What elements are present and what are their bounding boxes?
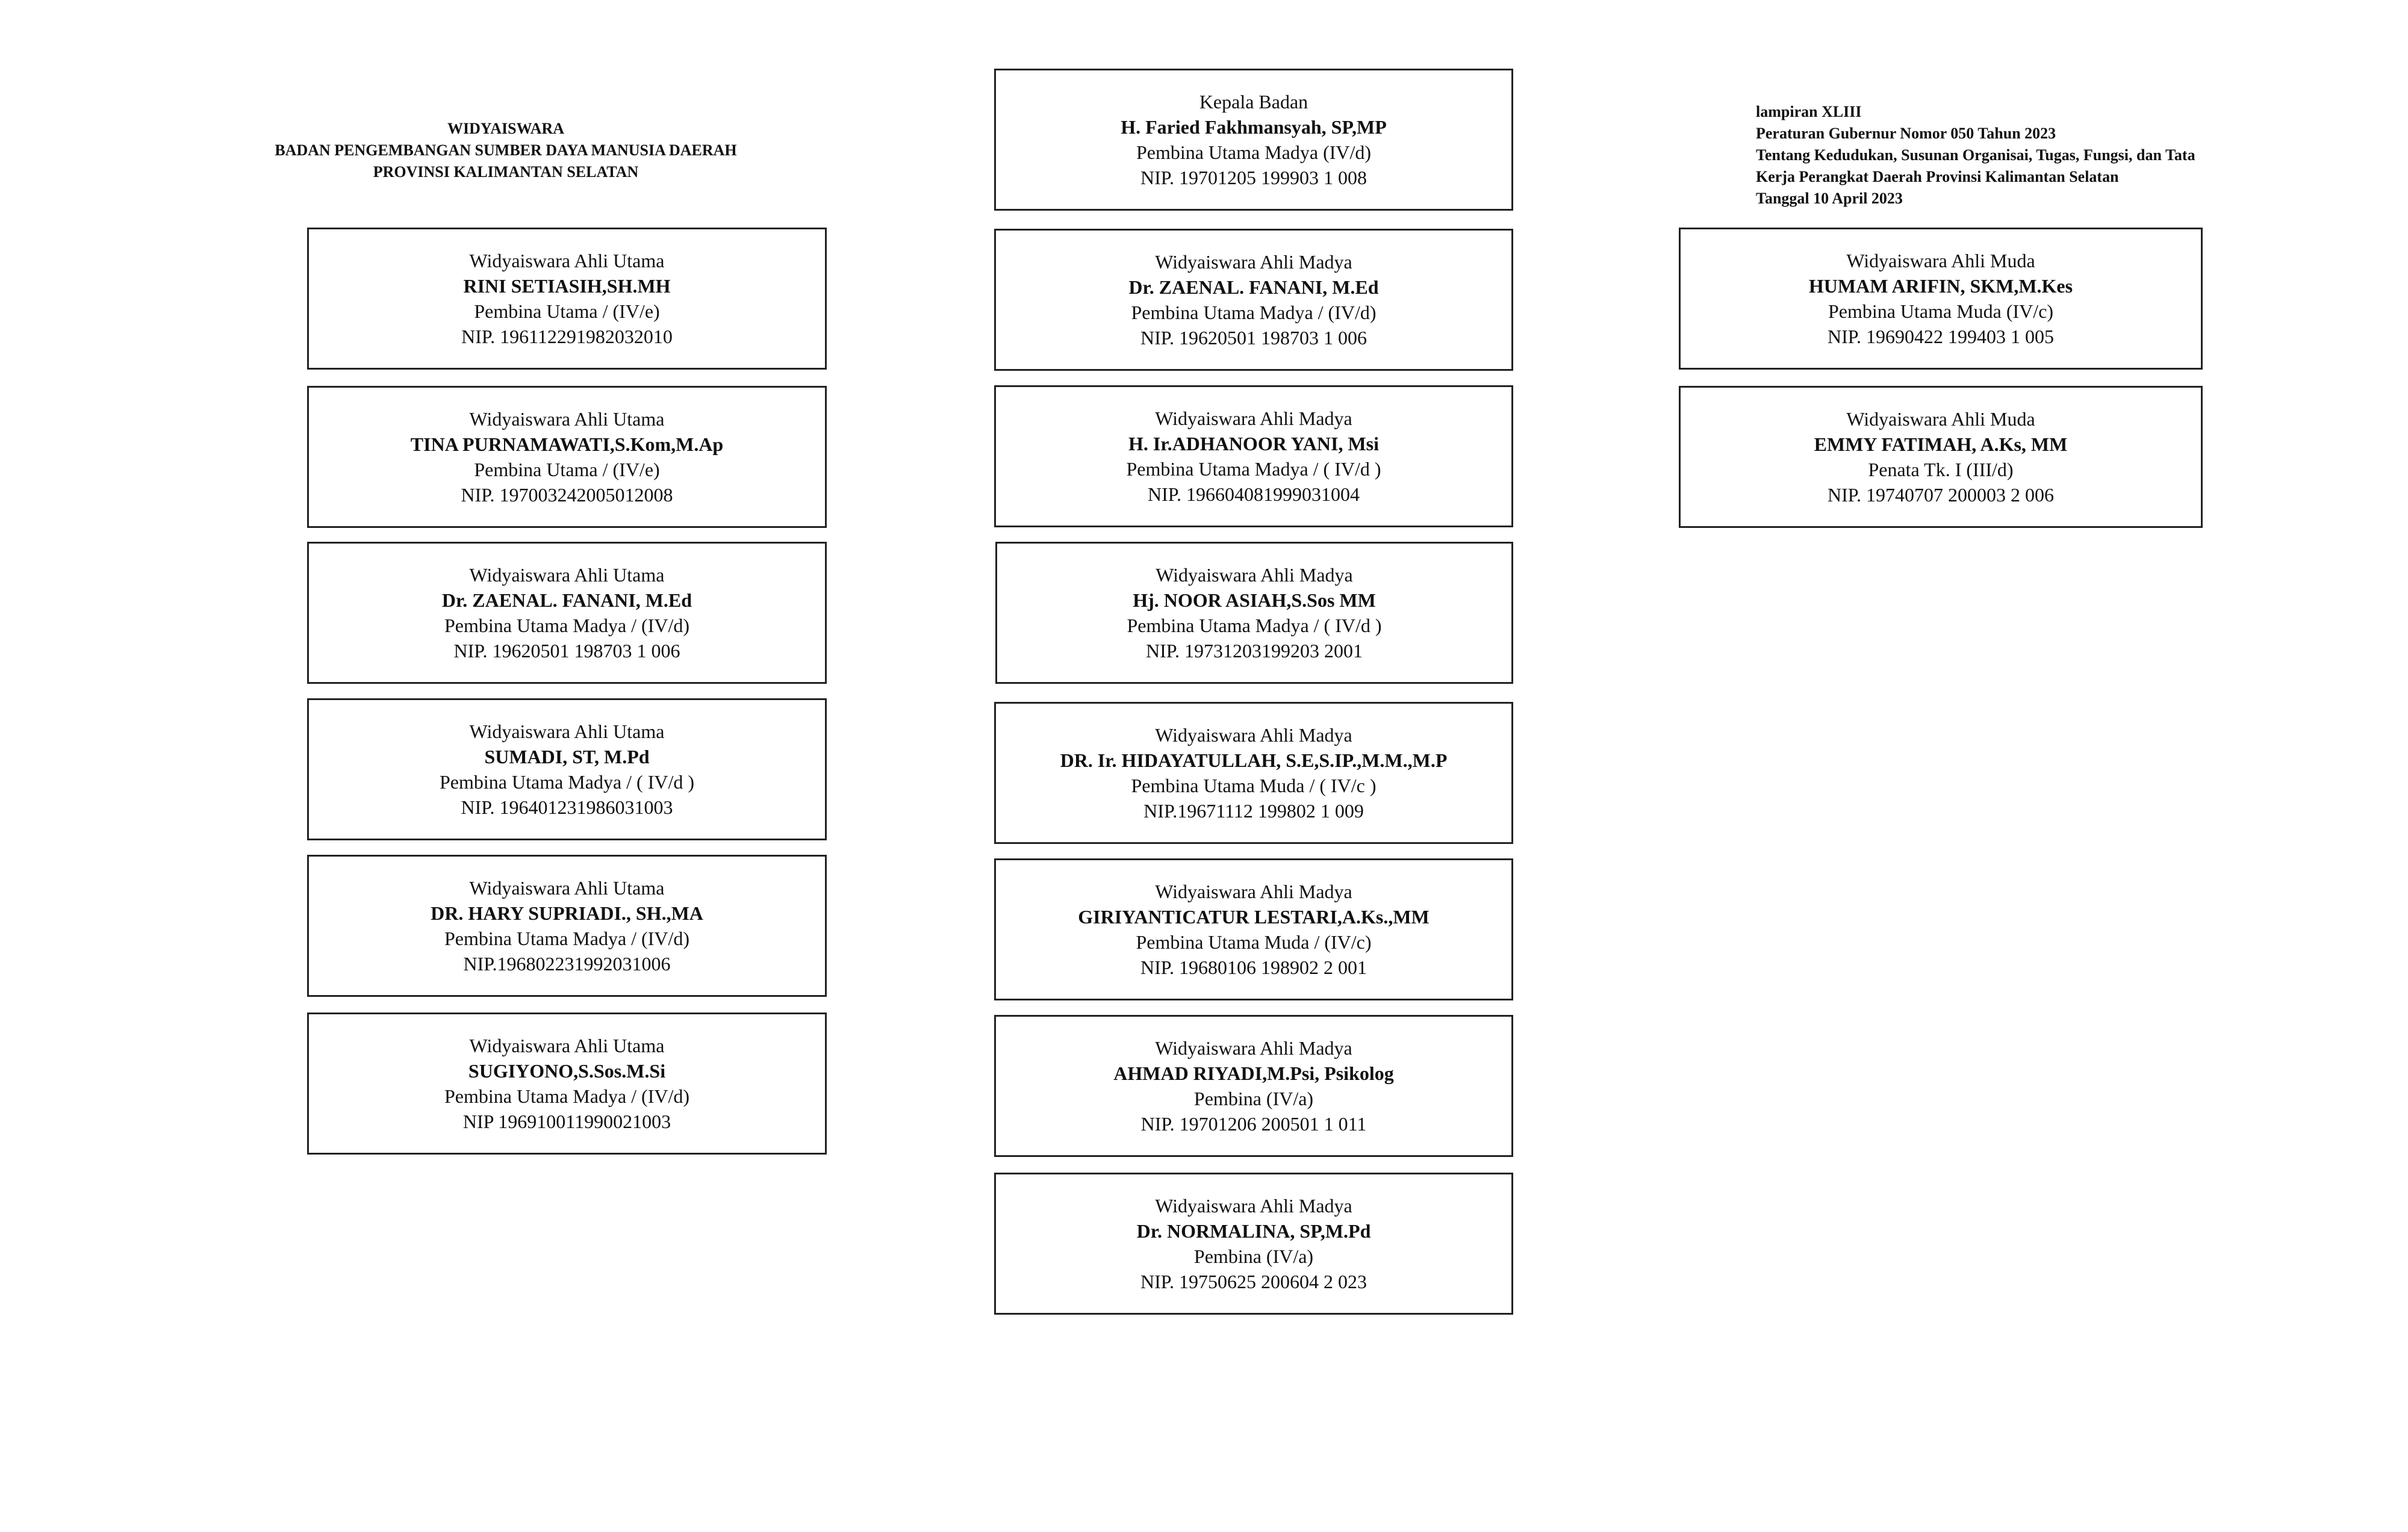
rank: Pembina (IV/a) <box>1193 1245 1314 1267</box>
rank: Pembina Utama Madya (IV/d) <box>1136 141 1372 163</box>
nip: NIP. 196401231986031003 <box>461 796 673 818</box>
regulation-note <box>1756 101 2298 209</box>
regulation-line: Kerja Perangkat Daerah Provinsi Kalimantan Selatan <box>1756 168 2119 185</box>
nip: NIP. 19750625 200604 2 023 <box>1140 1271 1367 1292</box>
position-title: Widyaiswara Ahli Utama <box>469 721 665 742</box>
position-title: Widyaiswara Ahli Madya <box>1156 564 1353 586</box>
position-title: Widyaiswara Ahli Utama <box>469 877 665 899</box>
org-title-line: BADAN PENGEMBANGAN SUMBER DAYA MANUSIA DAERAH <box>275 141 737 159</box>
muda-box <box>1679 228 2203 370</box>
madya-box <box>994 229 1513 371</box>
person-name: H. Faried Fakhmansyah, SP,MP <box>1121 116 1387 138</box>
utama-box <box>307 228 827 370</box>
madya-box <box>994 1015 1513 1157</box>
org-title-line: PROVINSI KALIMANTAN SELATAN <box>373 163 639 181</box>
utama-box <box>307 855 827 997</box>
person-name: Dr. ZAENAL. FANANI, M.Ed <box>1128 276 1379 298</box>
rank: Pembina Utama Madya / ( IV/d ) <box>1126 458 1381 480</box>
madya-box <box>994 385 1513 527</box>
regulation-line: Tanggal 10 April 2023 <box>1756 190 1903 207</box>
madya-box <box>995 542 1513 684</box>
position-title: Widyaiswara Ahli Madya <box>1155 724 1352 746</box>
person-name: Dr. NORMALINA, SP,M.Pd <box>1136 1220 1371 1242</box>
position-title: Widyaiswara Ahli Madya <box>1155 251 1352 273</box>
utama-box <box>307 386 827 528</box>
nip: NIP. 196604081999031004 <box>1147 483 1360 505</box>
person-name: GIRIYANTICATUR LESTARI,A.Ks.,MM <box>1078 906 1430 928</box>
nip: NIP. 196112291982032010 <box>461 326 673 347</box>
position-title: Widyaiswara Ahli Muda <box>1846 250 2035 271</box>
position-title: Widyaiswara Ahli Madya <box>1155 1037 1352 1059</box>
person-name: DR. HARY SUPRIADI., SH.,MA <box>431 902 703 924</box>
person-name: H. Ir.ADHANOOR YANI, Msi <box>1128 433 1380 454</box>
position-title: Widyaiswara Ahli Utama <box>469 1035 665 1056</box>
head-box <box>994 69 1513 211</box>
nip: NIP. 19620501 198703 1 006 <box>453 640 680 662</box>
person-name: SUMADI, ST, M.Pd <box>484 746 650 768</box>
rank: Pembina Utama Muda (IV/c) <box>1828 300 2054 322</box>
person-name: Dr. ZAENAL. FANANI, M.Ed <box>441 589 692 611</box>
rank: Pembina (IV/a) <box>1193 1088 1314 1109</box>
rank: Pembina Utama Muda / (IV/c) <box>1136 931 1372 953</box>
person-name: DR. Ir. HIDAYATULLAH, S.E,S.IP.,M.M.,M.P <box>1060 749 1448 771</box>
position-title: Widyaiswara Ahli Utama <box>469 564 665 586</box>
utama-box <box>307 698 827 840</box>
rank: Pembina Utama Madya / (IV/d) <box>444 615 689 636</box>
nip: NIP. 19740707 200003 2 006 <box>1827 484 2054 506</box>
nip: NIP. 19620501 198703 1 006 <box>1140 327 1367 349</box>
rank: Pembina Utama Madya / (IV/d) <box>444 1085 689 1107</box>
nip: NIP. 19680106 198902 2 001 <box>1140 957 1367 978</box>
person-name: TINA PURNAMAWATI,S.Kom,M.Ap <box>410 433 724 455</box>
person-name: RINI SETIASIH,SH.MH <box>463 275 671 297</box>
person-name: EMMY FATIMAH, A.Ks, MM <box>1814 433 2068 455</box>
person-name: AHMAD RIYADI,M.Psi, Psikolog <box>1113 1062 1394 1084</box>
nip: NIP. 19701205 199903 1 008 <box>1140 167 1367 188</box>
rank: Penata Tk. I (III/d) <box>1868 459 2014 480</box>
nip: NIP.196802231992031006 <box>463 953 671 975</box>
regulation-line: lampiran XLIII <box>1756 103 1862 120</box>
org-title <box>235 118 777 183</box>
madya-box <box>994 1173 1513 1315</box>
person-name: Hj. NOOR ASIAH,S.Sos MM <box>1133 589 1376 611</box>
position-title: Widyaiswara Ahli Madya <box>1155 1195 1352 1217</box>
position-title: Widyaiswara Ahli Muda <box>1846 408 2035 430</box>
position-title: Widyaiswara Ahli Madya <box>1155 881 1352 902</box>
nip: NIP. 197003242005012008 <box>461 484 673 506</box>
madya-box <box>994 858 1513 1000</box>
rank: Pembina Utama / (IV/e) <box>474 459 660 480</box>
position-title: Widyaiswara Ahli Utama <box>469 408 665 430</box>
org-title-line: WIDYAISWARA <box>447 120 565 137</box>
muda-box <box>1679 386 2203 528</box>
nip: NIP. 19701206 200501 1 011 <box>1140 1113 1367 1135</box>
regulation-line: Tentang Kedudukan, Susunan Organisai, Tugas, Fungsi, dan Tata <box>1756 146 2195 164</box>
position-title: Widyaiswara Ahli Madya <box>1155 408 1352 429</box>
nip: NIP. 19690422 199403 1 005 <box>1827 326 2054 347</box>
person-name: SUGIYONO,S.Sos.M.Si <box>468 1060 666 1082</box>
nip: NIP 196910011990021003 <box>462 1111 671 1132</box>
regulation-line: Peraturan Gubernur Nomor 050 Tahun 2023 <box>1756 125 2056 142</box>
rank: Pembina Utama / (IV/e) <box>474 300 660 322</box>
position-title: Kepala Badan <box>1199 91 1308 113</box>
rank: Pembina Utama Madya / (IV/d) <box>1131 302 1377 323</box>
utama-box <box>307 542 827 684</box>
rank: Pembina Utama Madya / ( IV/d ) <box>440 771 694 793</box>
rank: Pembina Utama Muda / ( IV/c ) <box>1131 775 1377 796</box>
nip: NIP.19671112 199802 1 009 <box>1143 800 1364 822</box>
madya-box <box>994 702 1513 844</box>
rank: Pembina Utama Madya / (IV/d) <box>444 928 689 949</box>
position-title: Widyaiswara Ahli Utama <box>469 250 665 271</box>
utama-box <box>307 1013 827 1155</box>
nip: NIP. 19731203199203 2001 <box>1145 640 1363 662</box>
person-name: HUMAM ARIFIN, SKM,M.Kes <box>1808 275 2073 297</box>
rank: Pembina Utama Madya / ( IV/d ) <box>1127 615 1382 636</box>
